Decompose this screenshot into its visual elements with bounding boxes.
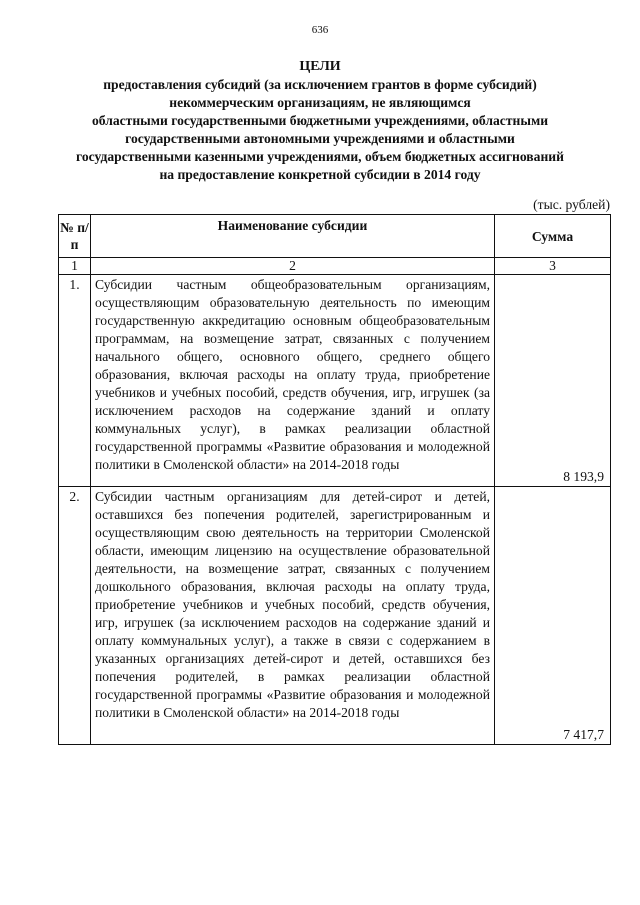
table-row — [59, 275, 611, 487]
table-row — [59, 487, 611, 745]
index-cell: 1 — [59, 258, 91, 275]
index-cell: 2 — [91, 258, 495, 275]
row-amount-cell — [495, 275, 611, 487]
row-amount-cell — [495, 487, 611, 745]
page-number: 636 — [311, 24, 329, 36]
row-number: 2. — [59, 487, 91, 745]
row-description: Субсидии частным общеобразовательным организациям, осуществляющим образовательную деятельность по имеющим государственную аккредитацию основным общеобразовательным программам, на возмещение затрат, связанных с получением начального общего, основного общего, среднего общего образования, включая расходы на оплату труда, приобретение учебников и учебных пособий, средств обучения, игр, игрушек (за исключением расходов на содержание зданий и оплату коммунальных услуг), в рамках реализации областной государственной программы «Развитие образования и молодежной политики в Смоленской области» на 2014-2018 годы — [91, 275, 495, 487]
title-line: некоммерческим организациям, не являющимся — [169, 95, 471, 110]
title-line: предоставления субсидий (за исключением грантов в форме субсидий) — [103, 77, 537, 92]
title-line: государственными автономными учреждениями и областными — [125, 131, 515, 146]
row-amount: 8 193,9 — [563, 469, 604, 484]
title-line: государственными казенными учреждениями, объем бюджетных ассигнований — [76, 149, 564, 164]
row-amount: 7 417,7 — [563, 727, 604, 742]
subsidies-table — [58, 214, 611, 745]
header-sum: Сумма — [495, 215, 611, 258]
row-number: 1. — [59, 275, 91, 487]
title-line: областными государственными бюджетными учреждениями, областными — [91, 113, 549, 128]
table-header-row — [59, 215, 611, 258]
index-cell: 3 — [495, 258, 611, 275]
header-num: № п/п — [59, 215, 91, 258]
title-line: на предоставление конкретной субсидии в 2014 году — [159, 167, 481, 182]
document-title — [40, 58, 600, 184]
row-description: Субсидии частным организациям для детей-сирот и детей, оставшихся без попечения родителей, зарегистрированным и осуществляющим свою деятельность на территории Смоленской области, имеющим лицензию на осуществление образовательной деятельности, на возмещение затрат, связанных с получением дошкольного образования, включая расходы на оплату труда, приобретение учебников и учебных пособий, средств обучения, игр, игрушек (за исключением расходов на содержание зданий и оплату коммунальных услуг), а также в связи с содержанием в указанных организациях детей-сирот и детей, оставшихся без попечения родителей, в рамках реализации областной государственной программы «Развитие образования и молодежной политики в Смоленской области» на 2014-2018 годы — [91, 487, 495, 745]
title-main: ЦЕЛИ — [299, 59, 341, 74]
table-index-row — [59, 258, 611, 275]
header-name: Наименование субсидии — [91, 215, 495, 258]
units-label: (тыс. рублей) — [533, 197, 610, 212]
